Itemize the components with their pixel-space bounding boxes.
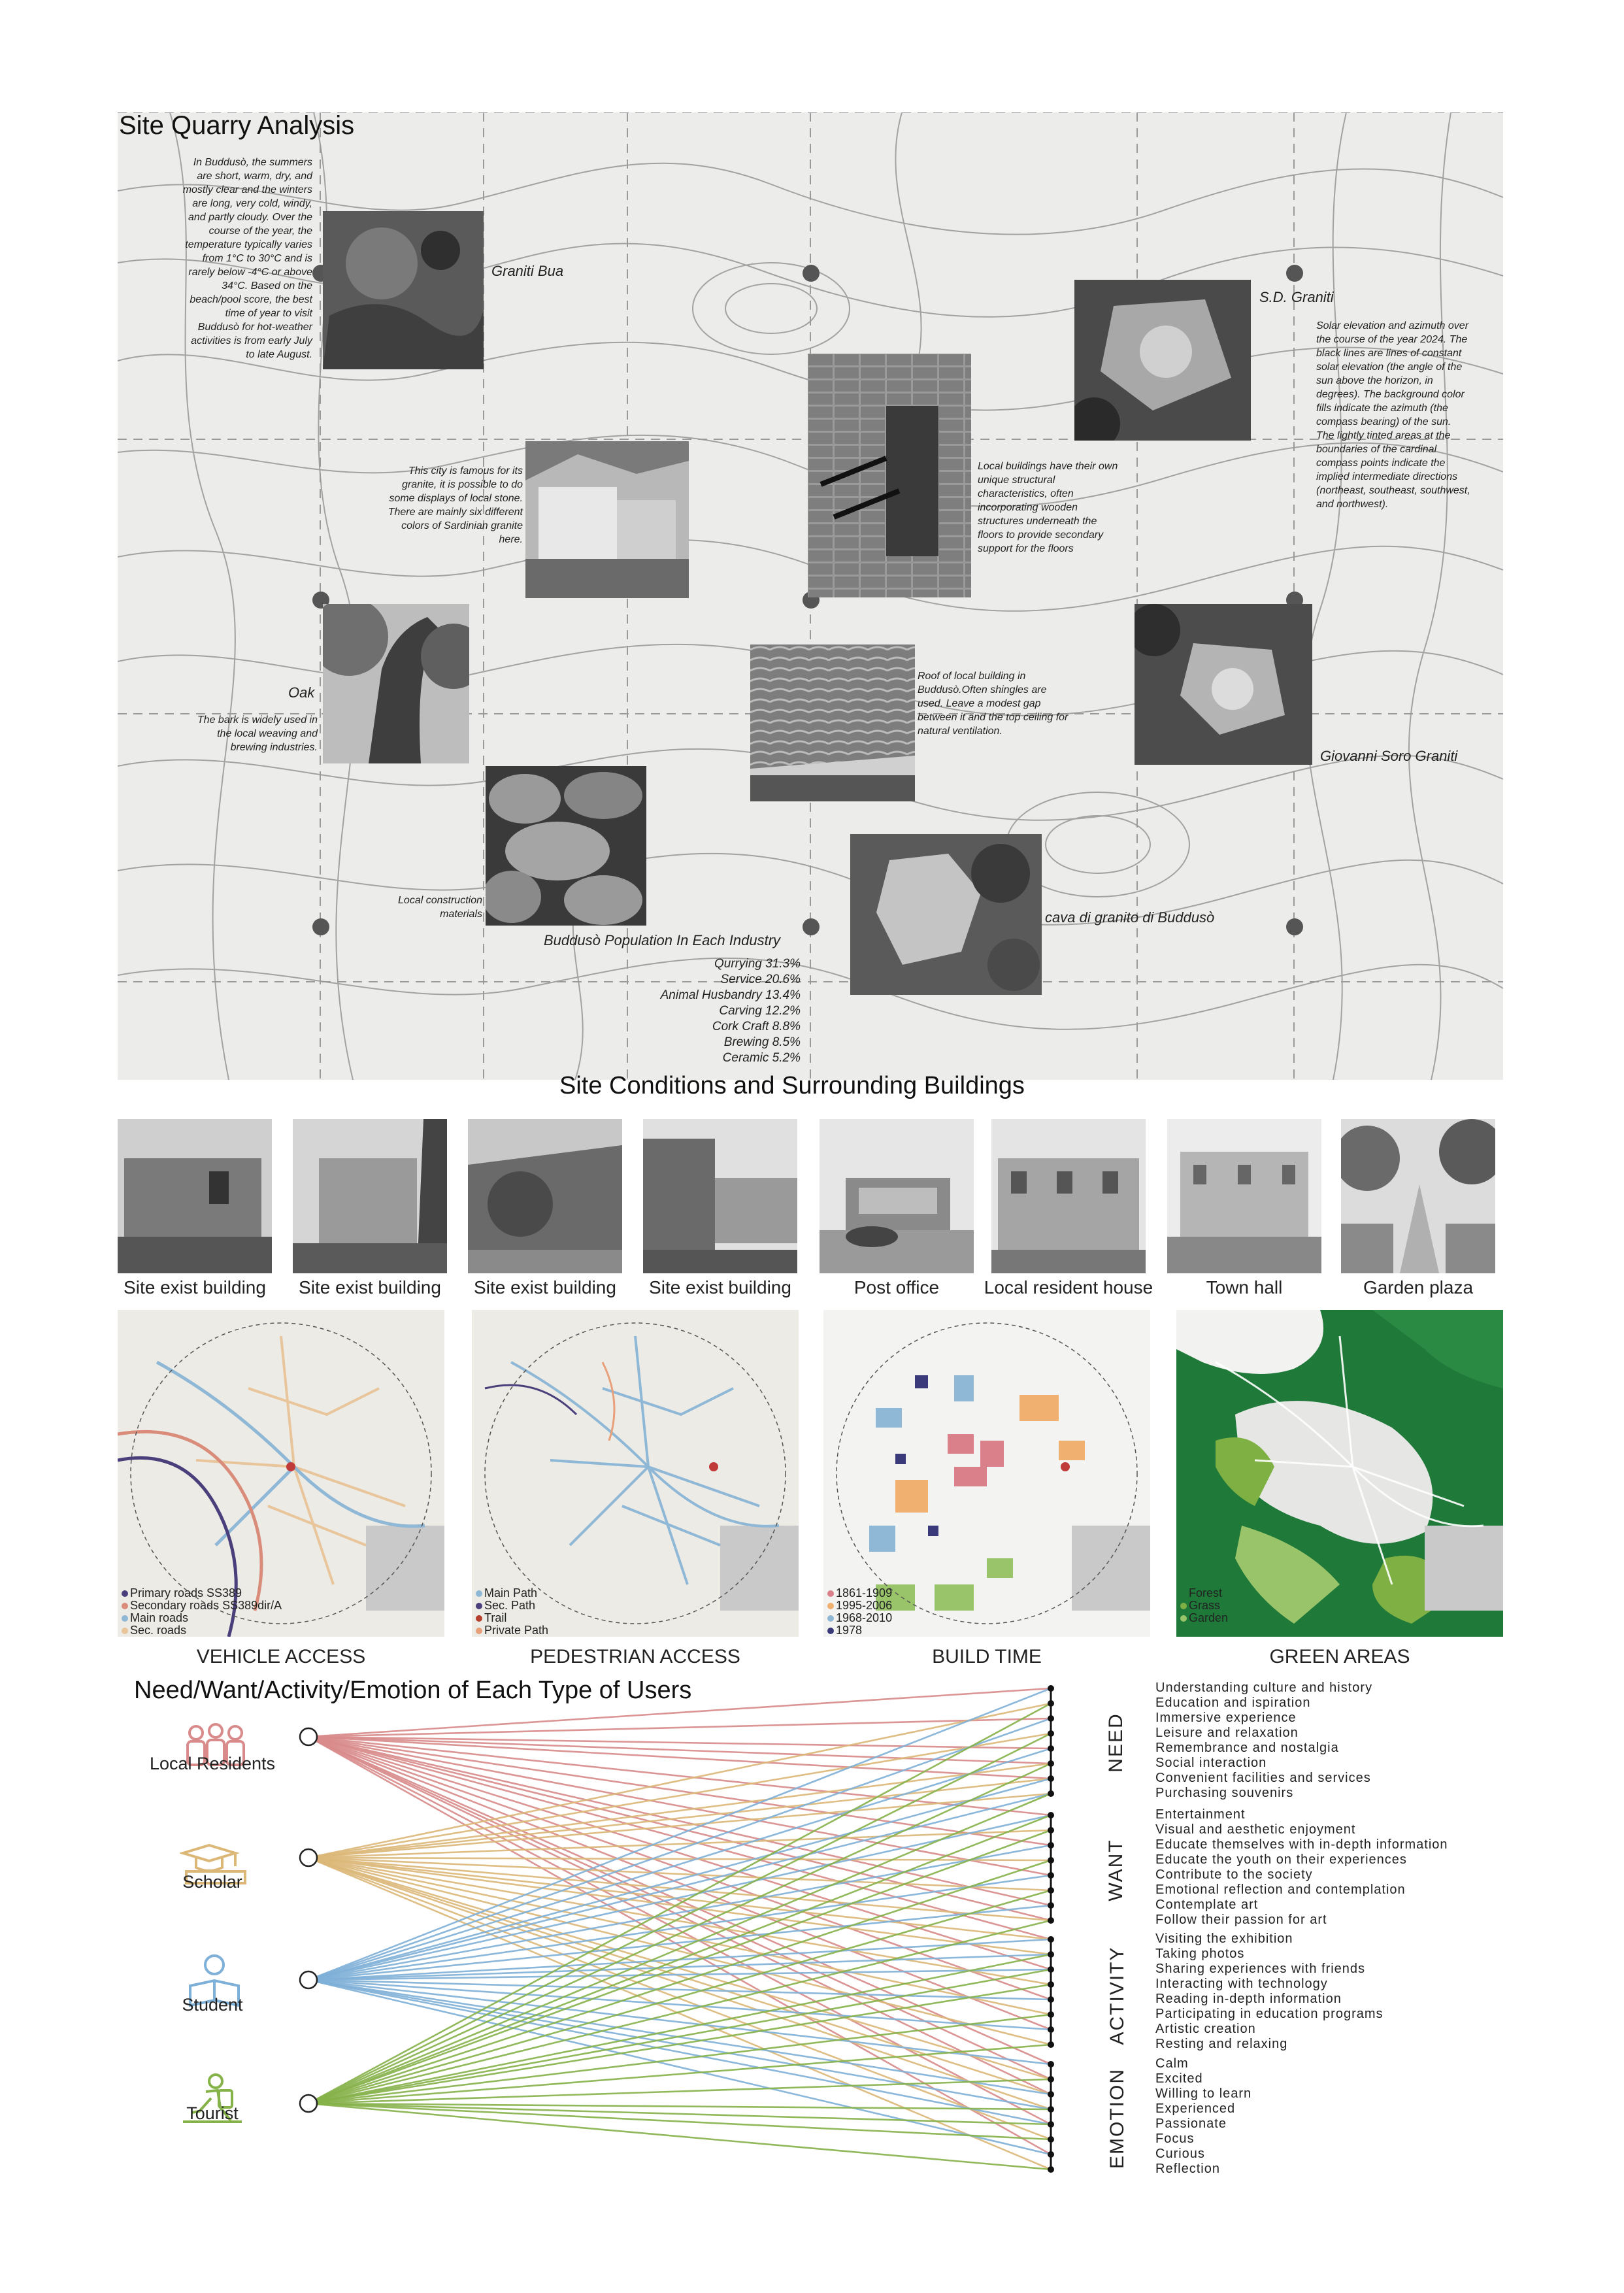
legend-label: Forest [1189, 1586, 1223, 1599]
population-item: Brewing 8.5% [723, 1035, 801, 1049]
item-node [1048, 2026, 1054, 2033]
want-item: Educate themselves with in-depth information [1155, 1837, 1448, 1852]
item-node [1048, 2151, 1054, 2158]
item-node [1048, 2121, 1054, 2128]
user-node [300, 1849, 317, 1866]
connection-line [308, 1688, 1051, 1737]
emotion-item: Calm [1155, 2056, 1189, 2071]
want-item: Emotional reflection and contemplation [1155, 1883, 1406, 1897]
giovanni-soro-label: Giovanni Soro Graniti [1320, 748, 1458, 764]
connection-line [308, 1858, 1051, 1984]
graniti-bua-aerial-photo [323, 211, 484, 369]
grid-node [803, 265, 820, 282]
item-node [1048, 2106, 1054, 2113]
emotion-item: Focus [1155, 2132, 1195, 2146]
activity-item: Reading in-depth information [1155, 1992, 1342, 2006]
legend-label: Private Path [484, 1624, 549, 1637]
map-caption: GREEN AREAS [1269, 1646, 1410, 1667]
building-caption: Site exist building [474, 1277, 616, 1297]
want-item: Follow their passion for art [1155, 1913, 1327, 1927]
item-node [1048, 1981, 1054, 1988]
local-building-photo [808, 354, 971, 597]
site-title: Site Quarry Analysis [119, 111, 355, 140]
connection-line [308, 1858, 1051, 1920]
item-node [1048, 1775, 1054, 1782]
legend-swatch [476, 1603, 482, 1609]
item-node [1048, 2166, 1054, 2173]
want-item: Contribute to the society [1155, 1867, 1313, 1882]
item-node [1048, 1902, 1054, 1909]
grid-node [1286, 918, 1303, 935]
sd-graniti-label: S.D. Graniti [1259, 289, 1334, 305]
population-title: Buddusò Population In Each Industry [544, 932, 781, 948]
connection-line [308, 2045, 1051, 2103]
item-node [1048, 2076, 1054, 2083]
item-node [1048, 1715, 1054, 1722]
building-caption: Town hall [1206, 1277, 1283, 1297]
legend-swatch [827, 1615, 834, 1622]
building-photo [468, 1119, 622, 1273]
population-item: Qurrying 31.3% [714, 957, 801, 971]
want-item: Visual and aesthetic enjoyment [1155, 1822, 1356, 1837]
legend-swatch [1180, 1590, 1187, 1597]
legend-label: Sec. roads [130, 1624, 187, 1637]
category-label-want: WANT [1105, 1839, 1127, 1901]
vehicle-access-legend [122, 1587, 282, 1637]
item-node [1048, 1857, 1054, 1864]
connection-line [308, 1737, 1051, 1764]
build-time-legend [827, 1587, 892, 1637]
green-areas-legend [1180, 1587, 1228, 1624]
legend-swatch [827, 1628, 834, 1634]
population-item: Ceramic 5.2% [722, 1051, 801, 1065]
conditions-title: Site Conditions and Surrounding Buildings [559, 1072, 1025, 1099]
item-node [1048, 2011, 1054, 2018]
building-photo [1341, 1119, 1495, 1273]
roof-note: Roof of local building in Buddusò.Often shingles are used. Leave a modest gap between it and the top ceiling for natural ventilation. [918, 671, 1069, 737]
item-node [1048, 1887, 1054, 1894]
want-item: Educate the youth on their experiences [1155, 1852, 1407, 1867]
legend-label: 1995-2006 [836, 1599, 893, 1612]
need-item: Leisure and relaxation [1155, 1726, 1299, 1740]
users-title: Need/Want/Activity/Emotion of Each Type of Users [134, 1677, 692, 1704]
building-caption: Post office [853, 1277, 940, 1297]
population-item: Animal Husbandry 13.4% [660, 988, 801, 1002]
materials-note: Local construction materials [398, 895, 482, 920]
emotion-item: Experienced [1155, 2101, 1236, 2116]
legend-label: Garden [1189, 1611, 1229, 1624]
item-node [1048, 1936, 1054, 1943]
grid-node [1286, 265, 1303, 282]
item-node [1048, 1730, 1054, 1737]
legend-swatch [476, 1615, 482, 1622]
legend-swatch [827, 1590, 834, 1597]
granite-note: This city is famous for its granite, it is possible to do some displays of local stone. There are mainly six different colors of Sardinian granite here. [388, 465, 523, 545]
oak-tree-photo [323, 604, 469, 763]
legend-swatch [122, 1603, 128, 1609]
legend-label: 1978 [836, 1624, 863, 1637]
cava-granito-aerial-photo [850, 834, 1042, 995]
item-node [1048, 1685, 1054, 1692]
oak-note: The bark is widely used in the local weaving and brewing industries. [197, 714, 318, 753]
legend-swatch [122, 1615, 128, 1622]
sd-graniti-aerial-photo [1074, 280, 1251, 441]
emotion-item: Curious [1155, 2147, 1205, 2161]
grid-node [312, 918, 329, 935]
want-item: Contemplate art [1155, 1898, 1259, 1912]
category-label-emotion: EMOTION [1106, 2068, 1128, 2169]
user-type-label: Tourist [186, 2103, 239, 2123]
user-node [300, 1728, 317, 1745]
giovanni-soro-aerial-photo [1135, 604, 1312, 765]
pedestrian-access-legend [476, 1587, 548, 1637]
item-node [1048, 1790, 1054, 1797]
legend-swatch [827, 1603, 834, 1609]
building-caption: Local resident house [984, 1277, 1153, 1297]
climate-note: In Buddusò, the summers are short, warm, dry, and mostly clear and the winters are long, very cold, windy, and partly cloudy. Over the course of the year, the temperature typically varies from 1°C to 30°C and is rarely below -4°C or above 34°C. Based on the beach/pool score, the best time of year to visit Buddusò for hot-weather activities is from early July to late August. [182, 157, 312, 360]
activity-item: Participating in education programs [1155, 2007, 1384, 2021]
map-caption: PEDESTRIAN ACCESS [530, 1646, 740, 1667]
emotion-item: Passionate [1155, 2117, 1227, 2131]
connection-line [308, 1737, 1051, 1939]
item-node [1048, 1812, 1054, 1818]
legend-label: Primary roads SS389 [130, 1586, 242, 1599]
building-caption: Site exist building [299, 1277, 441, 1297]
legend-swatch [1180, 1615, 1187, 1622]
connection-line [308, 1858, 1051, 2169]
need-item: Remembrance and nostalgia [1155, 1741, 1339, 1755]
need-item: Education and ispiration [1155, 1696, 1311, 1710]
stone-wall-photo [486, 766, 646, 926]
legend-swatch [122, 1628, 128, 1634]
item-node [1048, 1745, 1054, 1752]
roof-tiles-photo [750, 644, 915, 801]
map-caption: BUILD TIME [932, 1646, 1042, 1667]
need-item: Social interaction [1155, 1756, 1267, 1770]
building-photo [991, 1119, 1146, 1273]
legend-swatch [476, 1628, 482, 1634]
item-node [1048, 1827, 1054, 1833]
item-node [1048, 2041, 1054, 2048]
legend-label: 1968-2010 [836, 1611, 893, 1624]
item-node [1048, 1966, 1054, 1973]
legend-swatch [476, 1590, 482, 1597]
legend-label: Grass [1189, 1599, 1221, 1612]
solar-note: Solar elevation and azimuth over the course of the year 2024. The black lines are lines of constant solar elevation (the angle of the sun above the horizon, in degrees). The background color fills indicate the azimuth (the compass bearing) of the sun. The lightly tinted areas at the boundaries of the cardinal compass points indicate the implied intermediate directions (northeast, southeast, southwest, and northwest). [1316, 320, 1470, 510]
item-node [1048, 1917, 1054, 1924]
connection-line [308, 1718, 1051, 1737]
need-item: Purchasing souvenirs [1155, 1786, 1294, 1800]
activity-item: Artistic creation [1155, 2022, 1256, 2036]
graniti-bua-label: Graniti Bua [491, 263, 564, 279]
category-label-need: NEED [1105, 1713, 1127, 1773]
building-caption: Site exist building [649, 1277, 791, 1297]
emotion-item: Reflection [1155, 2162, 1220, 2176]
population-item: Service 20.6% [720, 973, 801, 986]
legend-label: Secondary roads SS389dir/A [130, 1599, 282, 1612]
oak-label: Oak [288, 684, 315, 701]
user-node [300, 1971, 317, 1988]
legend-label: Sec. Path [484, 1599, 536, 1612]
item-node [1048, 2136, 1054, 2143]
population-item: Carving 12.2% [719, 1004, 801, 1018]
building-photo [293, 1119, 447, 1273]
building-photo [1167, 1119, 1321, 1273]
activity-item: Interacting with technology [1155, 1977, 1328, 1991]
item-node [1048, 1700, 1054, 1707]
item-node [1048, 2091, 1054, 2098]
connection-line [308, 1830, 1051, 2103]
need-item: Immersive experience [1155, 1711, 1297, 1725]
user-type-label: Local Residents [149, 1754, 276, 1773]
item-node [1048, 1951, 1054, 1958]
need-item: Convenient facilities and services [1155, 1771, 1371, 1785]
building-photo [643, 1119, 797, 1273]
legend-label: 1861-1909 [836, 1586, 893, 1599]
item-node [1048, 1996, 1054, 2003]
activity-item: Sharing experiences with friends [1155, 1962, 1366, 1976]
item-node [1048, 1842, 1054, 1849]
activity-item: Taking photos [1155, 1947, 1245, 1961]
building-caption: Site exist building [124, 1277, 266, 1297]
legend-label: Trail [484, 1611, 507, 1624]
population-item: Cork Craft 8.8% [712, 1020, 801, 1033]
map-caption: VEHICLE ACCESS [196, 1646, 366, 1667]
building-photo [118, 1119, 272, 1273]
legend-swatch [122, 1590, 128, 1597]
activity-item: Resting and relaxing [1155, 2037, 1288, 2051]
need-item: Understanding culture and history [1155, 1681, 1373, 1695]
want-item: Entertainment [1155, 1807, 1246, 1822]
legend-label: Main roads [130, 1611, 189, 1624]
user-type-label: Scholar [182, 1872, 242, 1892]
local-buildings-note: Local buildings have their own unique structural characteristics, often incorporating wooden structures underneath the floors to provide secondary support for the floors [978, 461, 1118, 554]
grid-node [803, 918, 820, 935]
building-photo [820, 1119, 974, 1273]
legend-label: Main Path [484, 1586, 538, 1599]
building-caption: Garden plaza [1363, 1277, 1474, 1297]
item-node [1048, 1872, 1054, 1879]
item-node [1048, 1760, 1054, 1767]
activity-item: Visiting the exhibition [1155, 1932, 1293, 1946]
connection-line [308, 1794, 1051, 1858]
emotion-item: Excited [1155, 2071, 1203, 2086]
emotion-item: Willing to learn [1155, 2086, 1252, 2101]
user-type-label: Student [182, 1995, 243, 2015]
cava-label: cava di granito di Buddusò [1045, 909, 1215, 926]
item-node [1048, 2061, 1054, 2067]
granite-blocks-photo [525, 441, 689, 598]
population-list [654, 956, 801, 1066]
category-label-activity: ACTIVITY [1106, 1946, 1128, 2045]
legend-swatch [1180, 1603, 1187, 1609]
